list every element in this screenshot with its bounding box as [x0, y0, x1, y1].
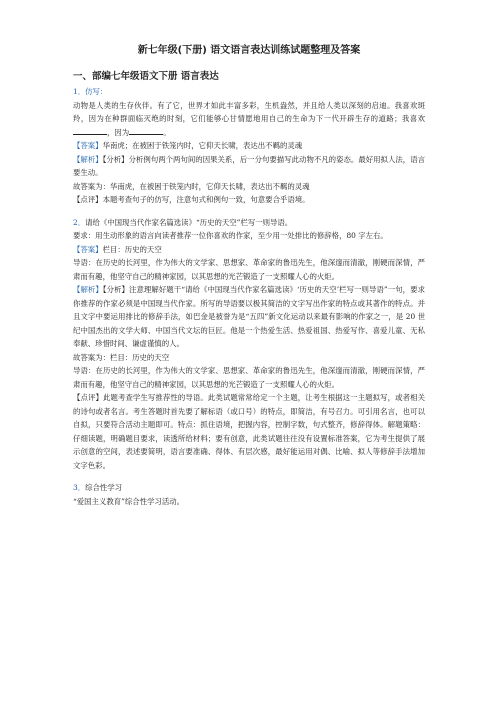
q2-number: 2．: [73, 217, 86, 227]
q1-body-end: 。: [163, 127, 171, 137]
q1-body-mid: ，因为: [107, 127, 130, 137]
q1-answer-repeat: 故答案为：华南虎，在被困于铁笼内时，它仰天长啸，表达出不羁的灵魂: [73, 181, 310, 191]
q2-comment-text: 此题考查学生写推荐性的导语。此类试题常常给定一个主题，让考生根据这一主题拟写，或者相关的诗句或者名言。考生答题时首先要了解标语（或口号）的特点，即简洁，有号召力。可引用名言，也可以自拟，只要符合活动主题即可。特点：抓住语境，把握内容，控制字数，句式整齐，修辞得体。解题策略：仔细读题，明确题目要求，读透所给材料；要有创意，此类试题往往没有设置标准答案，它为考生提供了展示创意的空间，表述要简明，语言要准确、得体、有层次感，最好能运用对偶、比喻、拟人等修辞手法增加文字色彩。: [73, 393, 425, 470]
q1-answer-text: 华南虎；在被困于铁笼内时，它仰天长啸，表达出不羁的灵魂: [102, 141, 303, 150]
q2-analysis-tag: 【解析】: [73, 285, 103, 294]
q1-comment-tag: 【点评】: [73, 195, 103, 204]
q2-analysis-text: 【分析】注意理解好题干“请给《中国现当代作家名篇选读》‘历史的天空’栏写一则导语”一句，要求你推荐的作家必须是中国现当代作家。所写的导语要以极其简洁的文字写出作家的特点或其著作的特点。并且文字中要运用排比的修辞手法，如巴金是被誉为是“五四”新文化运动以来最有影响的作家之一，是 20 世纪中国杰出的文学大师、中国当代文坛的巨匠。他是一个热爱生活、热爱祖国、热爱写作、喜爱儿童、无私奉献、珍惜时间、谦虚谨慎的人。: [73, 285, 425, 348]
q3-body-text: 综合性学习: [85, 483, 123, 492]
q1-answer: [73, 139, 425, 153]
q1-analysis-text: 【分析】分析例句两个两句间的因果关系，后一分句要描写此动物不凡的姿态。最好用拟人法，语言要生动。: [73, 154, 425, 177]
doc-title: 新七年级(下册) 语文语言表达训练试题整理及答案: [137, 45, 361, 56]
q2-body: [73, 216, 425, 230]
q2-analysis: [73, 283, 425, 351]
q1-comment-text: 本题考查句子的仿写，注意句式和例句一致，句意要合乎语境。: [102, 195, 310, 204]
q2-requirement: 要求：用生动形象的语言向读者推荐一位你喜欢的作家，至少用一处排比的修辞格，80 字左右。: [73, 231, 388, 240]
document-content: [73, 44, 425, 508]
q2-answer-repeat: 故答案为：栏目：历史的天空: [73, 352, 170, 362]
q1-blank-1: [73, 126, 107, 135]
q2-answer: [73, 243, 425, 257]
q2-comment: [73, 391, 425, 472]
q2-comment-tag: 【点评】: [73, 393, 103, 402]
section-heading: 一、部编七年级语文下册 语言表达: [73, 71, 219, 82]
q3-number: 3．: [73, 483, 86, 492]
q1-number: 1．仿写：: [73, 87, 108, 96]
q2-answer-tag: 【答案】: [73, 244, 103, 254]
q3-body: [73, 481, 425, 495]
q2-answer-text: 栏目：历史的天空: [102, 244, 162, 254]
q1-comment: [73, 193, 425, 207]
q2-guide-repeat: 导语：在历史的长河里，作为伟大的文学家、思想家、革命家的鲁迅先生，他深邃而清澈，刚硬而深情，严肃而有趣，他坚守自己的精神家园，以其思想的光芒锻造了一支照耀人心的火炬。: [73, 366, 425, 389]
q1-answer-tag: 【答案】: [73, 141, 103, 150]
q2-body-text: 请给《中国现当代作家名篇选读》“历史的天空”栏写一则导语。: [85, 217, 293, 227]
q1-body-pre: 动物是人类的生存伙伴。有了它，世界才如此丰富多彩，生机盎然，并且给人类以深刻的启迪。我喜欢斑羚，因为在种群面临灭绝的时刻，它们能够心甘情愿地用自己的生命为下一代开辟生存的道路；我喜欢: [73, 100, 425, 123]
q3-sub: “爱国主义教育”综合性学习活动。: [73, 496, 185, 506]
q2-guide: 导语：在历史的长河里，作为伟大的文学家、思想家、革命家的鲁迅先生，他深邃而清澈，刚硬而深情，严肃而有趣，他坚守自己的精神家园，以其思想的光芒锻造了一支照耀人心的火炬。: [73, 258, 425, 281]
q1-body: [73, 99, 425, 140]
q1-analysis: [73, 153, 425, 180]
q1-blank-2: [129, 126, 163, 135]
q1-analysis-tag: 【解析】: [73, 154, 103, 164]
